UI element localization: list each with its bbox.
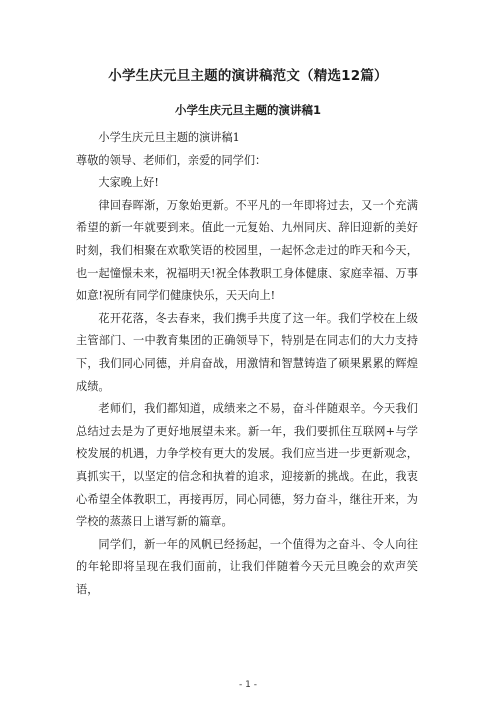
paragraph: 小学生庆元旦主题的演讲稿1 <box>98 131 240 144</box>
paragraph: 老师们，我们都知道，成绩来之不易，奋斗伴随艰辛。今天我们总结过去是为了更好地展望未来。新一年，我们要抓住互联网+与学校发展的机遇，力争学校有更大的发展。我们应当进一步更新观念，真抓实干，以坚定的信念和执着的追求，迎接新的挑战。在此，我衷心希望全体教职工，再接再厉，同心同德，努力奋斗，继往开来，为学校的蒸蒸日上谱写新的篇章。 <box>76 402 418 529</box>
section-heading: 小学生庆元旦主题的演讲稿1 <box>174 103 321 117</box>
paragraph: 花开花落，冬去春来，我们携手共度了这一年。我们学校在上级主管部门、一中教育集团的正确领导下，特别是在同志们的大力支持下，我们同心同德，并肩奋战，用激情和智慧铸造了硕果累累的辉煌成绩。 <box>76 311 418 393</box>
paragraph-greeting: 大家晚上好! <box>98 176 159 190</box>
document-body <box>76 127 418 601</box>
paragraph-salutation: 尊敬的领导、老师们，亲爱的同学们： <box>76 153 267 167</box>
page-number: - 1 - <box>239 680 257 690</box>
paragraph: 同学们，新一年的风帆已经扬起，一个值得为之奋斗、令人向往的年轮即将呈现在我们面前，让我们伴随着今天元旦晚会的欢声笑语， <box>76 537 418 596</box>
paragraph: 律回春晖渐，万象始更新。不平凡的一年即将过去，又一个充满希望的新一年就要到来。值此一元复始、九州同庆、辞旧迎新的美好时刻，我们相聚在欢歌笑语的校园里，一起怀念走过的昨天和今天，也一起憧憬未来，祝福明天!祝全体教职工身体健康、家庭幸福、万事如意!祝所有同学们健康快乐，天天向上! <box>76 198 418 303</box>
document-title: 小学生庆元旦主题的演讲稿范文（精选12篇） <box>108 68 388 84</box>
